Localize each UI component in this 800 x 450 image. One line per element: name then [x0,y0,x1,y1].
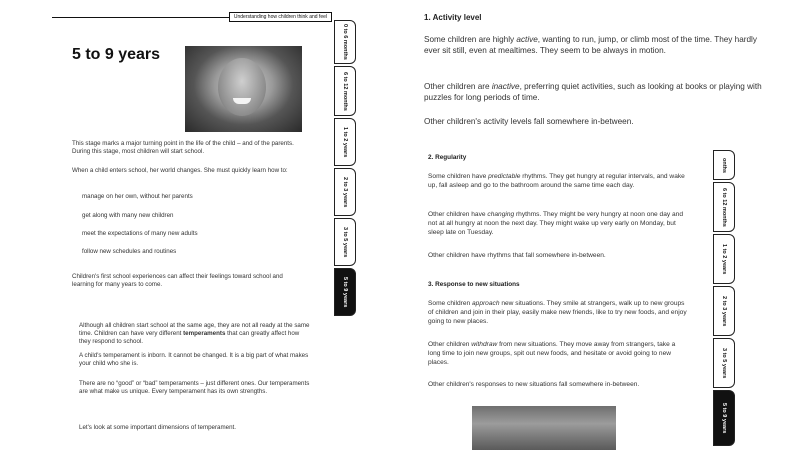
regularity-heading: 2. Regularity [428,154,467,161]
list-item: manage on her own, without her parents [82,193,193,200]
child-photo [185,46,302,132]
tab-0-to-6-months[interactable]: onths [713,150,735,180]
new-situations-p2: Other children withdraw from new situations. They move away from strangers, take a long time to join new groups, spit out new foods, and hesitate or avoid going to new places. [428,341,676,366]
list-item: get along with many new children [82,212,174,219]
child-face [218,58,266,116]
list-item: meet the expectations of many new adults [82,230,198,237]
regularity-p1: Some children have predictable rhythms. They get hungry at regular intervals, and wake up, fall asleep and go to the bathroom around the same time each day. [428,173,685,189]
section-title: 5 to 9 years [72,46,161,63]
activity-heading: 1. Activity level [424,13,482,22]
temperament-paragraph: Although all children start school at the same age, they are not all ready at the same time. Children can have very different temperaments that can greatly affect how they respond to school. [79,322,310,345]
inborn-paragraph: A child's temperament is inborn. It cannot be changed. It is a big part of what makes your child who she is. [79,352,309,367]
lets-look-paragraph: Let's look at some important dimensions of temperament. [79,424,236,431]
tab-2-to-3-years[interactable]: 2 to 3 years [713,286,735,336]
tab-3-to-5-years[interactable]: 3 to 5 years [713,338,735,388]
tab-5-to-9-years[interactable]: 5 to 9 years [334,268,356,316]
regularity-p3: Other children have rhythms that fall somewhere in-between. [428,252,606,259]
running-header: Understanding how children think and feel [229,12,332,22]
tab-6-to-12-months[interactable]: 6 to 12 months [334,66,356,116]
new-situations-p1: Some children approach new situations. They smile at strangers, walk up to new groups of children and join in their play, easily make new friends, like to try new foods, and enjoy going to new places. [428,300,687,325]
tab-5-to-9-years[interactable]: 5 to 9 years [713,390,735,446]
new-situations-p3: Other children's responses to new situations fall somewhere in-between. [428,381,640,388]
regularity-p2: Other children have changing rhythms. They might be very hungry at noon one day and not at all hungry at noon the next day. They might wake up very early on Monday, but sleep late on Tuesday. [428,211,684,236]
intro-paragraph: This stage marks a major turning point in the life of the child – and of the parents. During this stage, most children will start school. [72,140,294,155]
list-item: follow new schedules and routines [82,248,177,255]
school-experience-paragraph: Children's first school experiences can affect their feelings toward school and learning for many years to come. [72,273,283,288]
tab-1-to-2-years[interactable]: 1 to 2 years [334,118,356,166]
new-situations-heading: 3. Response to new situations [428,281,520,288]
tab-3-to-5-years[interactable]: 3 to 5 years [334,218,356,266]
activity-p3: Other children's activity levels fall somewhere in-between. [424,117,634,126]
when-enters-paragraph: When a child enters school, her world changes. She must quickly learn how to: [72,167,288,174]
activity-p2: Other children are inactive, preferring quiet activities, such as looking at books or playing with puzzles for long periods of time. [424,82,762,102]
tab-6-to-12-months[interactable]: 6 to 12 months [713,182,735,232]
no-good-bad-paragraph: There are no “good” or “bad” temperaments – just different ones. Our temperaments are what make us unique. Every temperament has its own strengths. [79,380,310,395]
tab-1-to-2-years[interactable]: 1 to 2 years [713,234,735,284]
left-page [0,0,360,450]
temperament-bold: temperaments [183,330,226,337]
activity-p1: Some children are highly active, wanting to run, jump, or climb most of the time. They hardly ever sit still, even at mealtimes. They seem to be always in motion. [424,35,757,55]
children-photo [472,406,616,450]
right-page [400,0,800,450]
tab-0-to-6-months[interactable]: 0 to 6 months [334,20,356,64]
tab-2-to-3-years[interactable]: 2 to 3 years [334,168,356,216]
